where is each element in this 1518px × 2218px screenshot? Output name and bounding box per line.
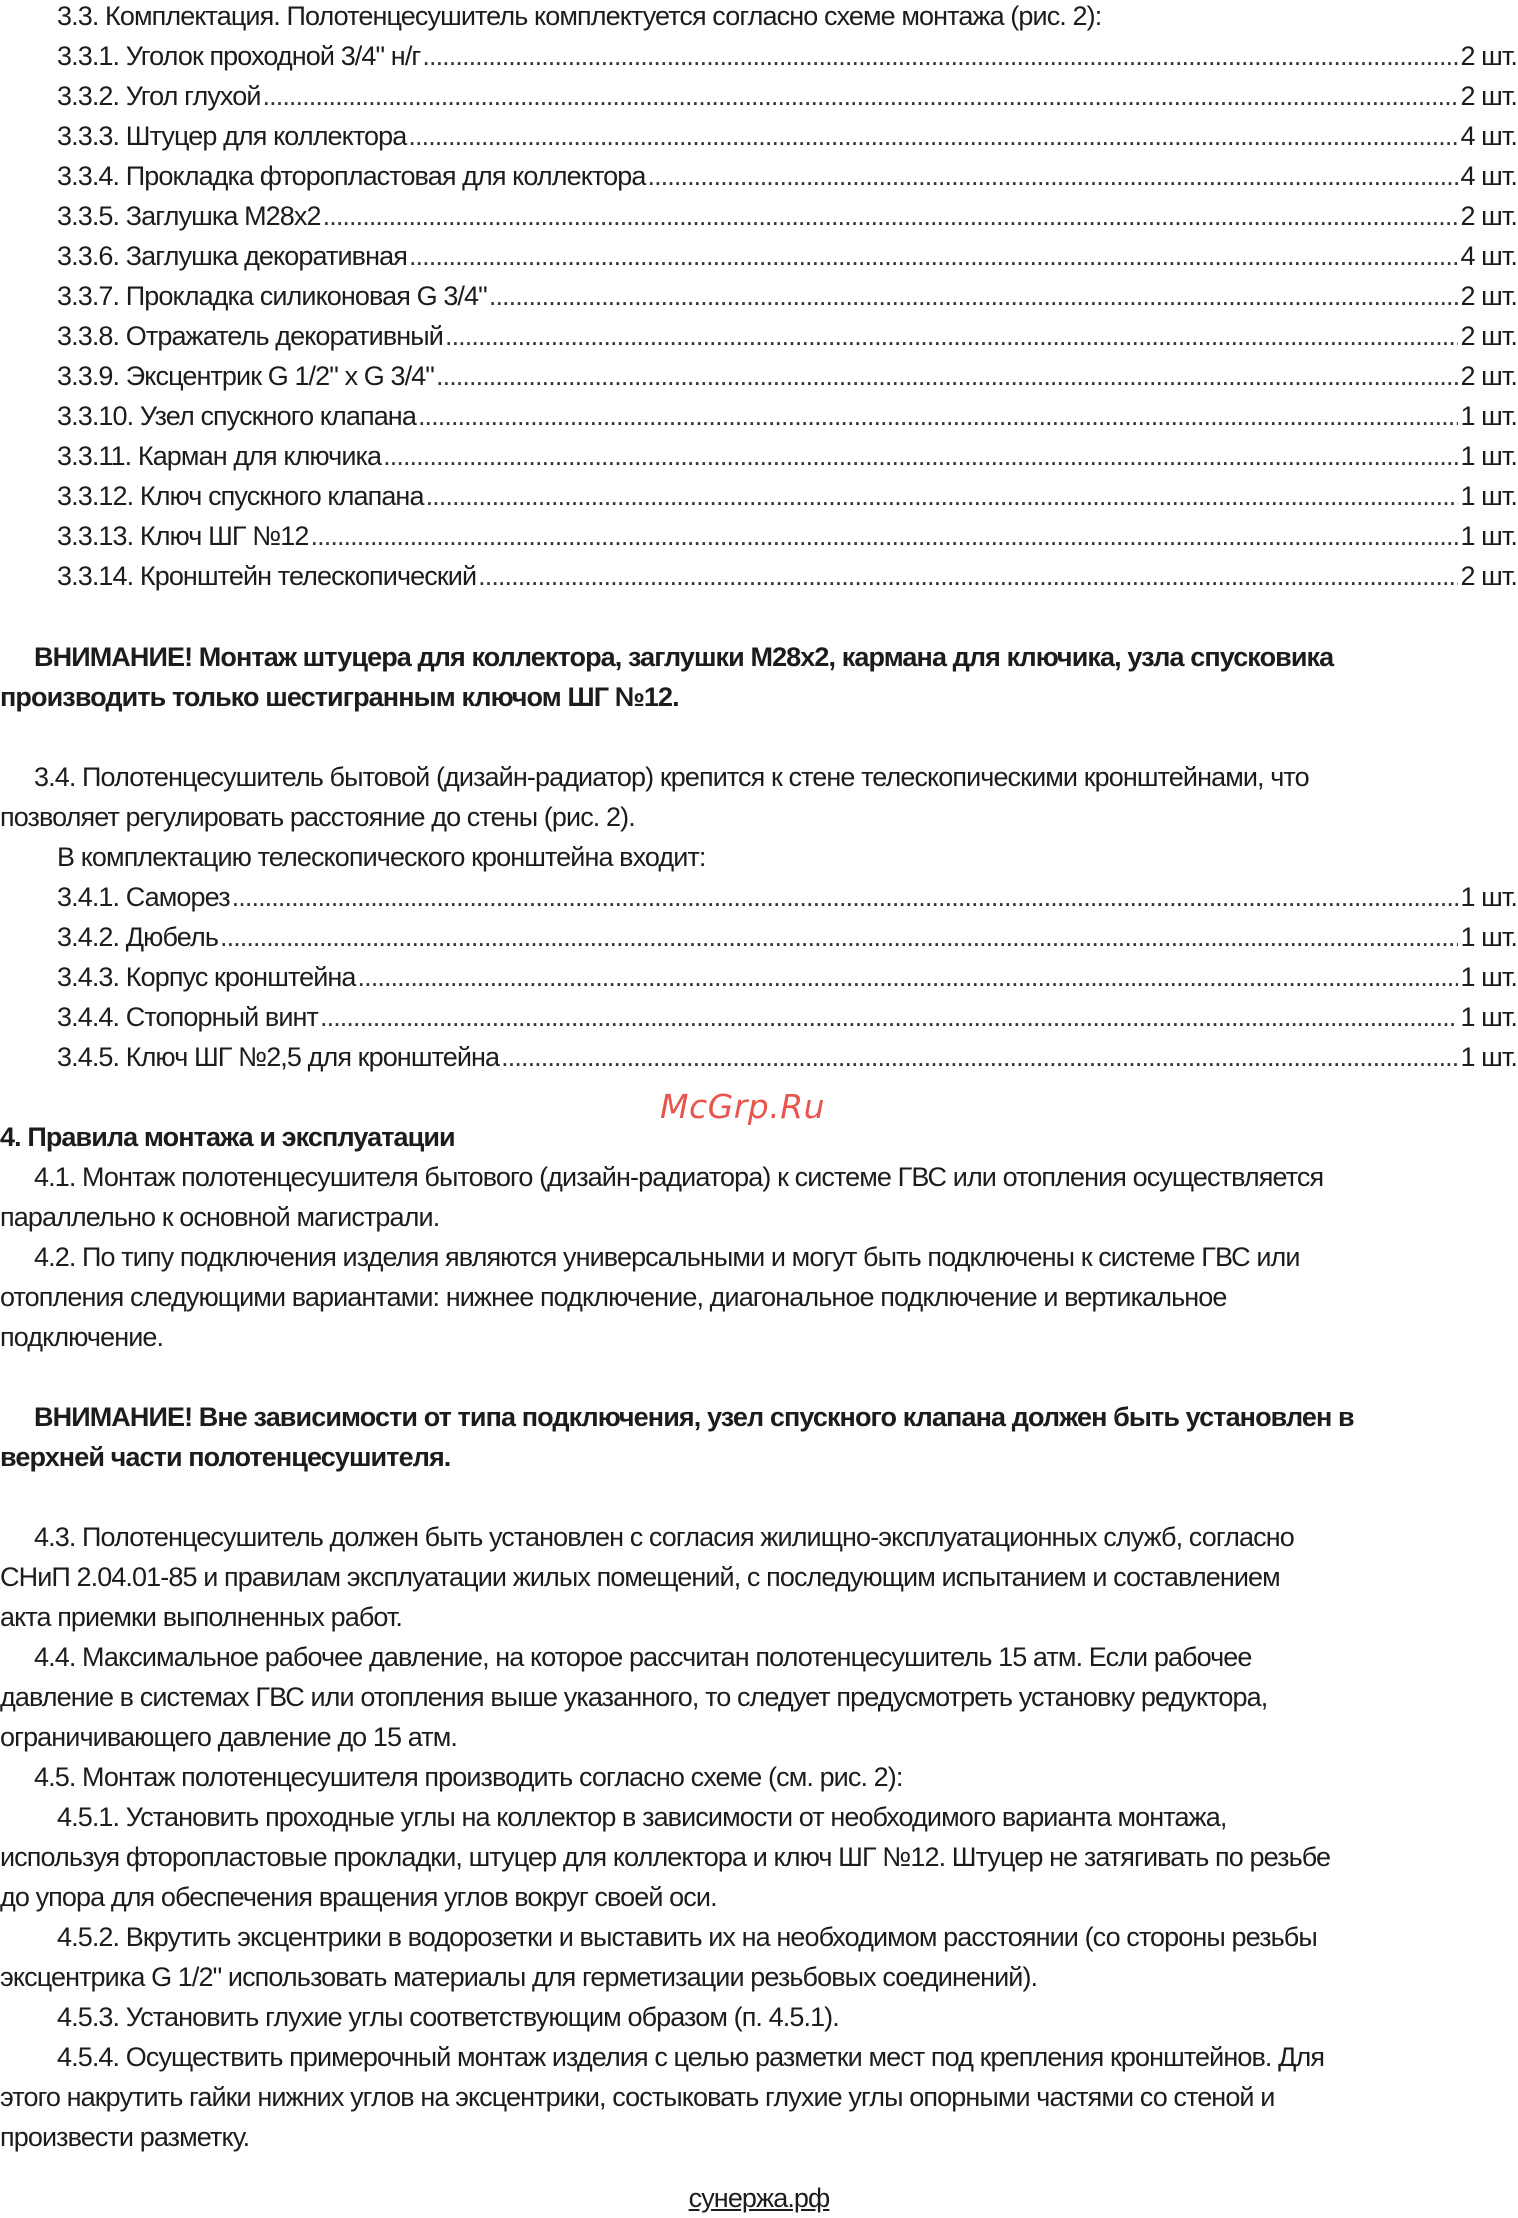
paragraph-line: 4.5.2. Вкрутить эксцентрики в водорозетки и выставить их на необходимом расстоянии (со стороны резьбы	[57, 1922, 1317, 1952]
warning-text: верхней части полотенцесушителя.	[0, 1442, 451, 1472]
kit-item: 3.3.1. Уголок проходной 3/4" н/г ..... 2 шт.	[57, 36, 1517, 76]
paragraph-line: 4.5. Монтаж полотенцесушителя производить согласно схеме (см. рис. 2):	[34, 1762, 903, 1792]
paragraph-line: позволяет регулировать расстояние до стены (рис. 2).	[0, 802, 635, 832]
kit-heading: 3.3. Комплектация. Полотенцесушитель комплектуется согласно схеме монтажа (рис. 2):	[57, 1, 1102, 31]
paragraph-line: 4.5.1. Установить проходные углы на коллектор в зависимости от необходимого варианта монтажа,	[57, 1802, 1227, 1832]
paragraph-line: 4.5.4. Осуществить примерочный монтаж изделия с целью разметки мест под крепления кронштейнов. Для	[57, 2042, 1325, 2072]
kit-item: 3.3.11. Карман для ключика ..... 1 шт.	[57, 436, 1517, 476]
paragraph-line: 3.4. Полотенцесушитель бытовой (дизайн-радиатор) крепится к стене телескопическими кронштейнами, что	[34, 762, 1309, 792]
paragraph-line: используя фторопластовые прокладки, штуцер для коллектора и ключ ШГ №12. Штуцер не затягивать по резьбе	[0, 1842, 1331, 1872]
kit-item: 3.3.14. Кронштейн телескопический ..... 2 шт.	[57, 556, 1517, 596]
paragraph-line: произвести разметку.	[0, 2122, 250, 2152]
kit-item: 3.3.9. Эксцентрик G 1/2" x G 3/4" ..... 2 шт.	[57, 356, 1517, 396]
footer	[0, 2180, 1518, 2216]
bracket-item: 3.4.3. Корпус кронштейна ..... 1 шт.	[57, 957, 1517, 997]
warning-text: ВНИМАНИЕ! Монтаж штуцера для коллектора, заглушки М28х2, кармана для ключика, узла спусковика	[34, 642, 1334, 672]
paragraph-line: ограничивающего давление до 15 атм.	[0, 1722, 457, 1752]
bracket-item: 3.4.1. Саморез ..... 1 шт.	[57, 877, 1517, 917]
paragraph-line: этого накрутить гайки нижних углов на эксцентрики, состыковать глухие углы опорными частями со стеной и	[0, 2082, 1275, 2112]
footer-link[interactable]: сунержа.рф	[688, 2183, 830, 2213]
warning-text: производить только шестигранным ключом ШГ №12.	[0, 682, 679, 712]
kit-item: 3.3.8. Отражатель декоративный ..... 2 шт.	[57, 316, 1517, 356]
kit-item: 3.3.5. Заглушка М28х2 ..... 2 шт.	[57, 196, 1517, 236]
kit-item: 3.3.4. Прокладка фторопластовая для коллектора ..... 4 шт.	[57, 156, 1517, 196]
paragraph-line: акта приемки выполненных работ.	[0, 1602, 403, 1632]
kit-item: 3.3.10. Узел спускного клапана ..... 1 шт.	[57, 396, 1517, 436]
paragraph-line: В комплектацию телескопического кронштейна входит:	[57, 842, 706, 872]
kit-item: 3.3.3. Штуцер для коллектора ..... 4 шт.	[57, 116, 1517, 156]
paragraph-line: до упора для обеспечения вращения углов вокруг своей оси.	[0, 1882, 717, 1912]
paragraph-line: давление в системах ГВС или отопления выше указанного, то следует предусмотреть установку редуктора,	[0, 1682, 1268, 1712]
kit-item: 3.3.12. Ключ спускного клапана ..... 1 шт.	[57, 476, 1517, 516]
paragraph-line: 4.2. По типу подключения изделия являются универсальными и могут быть подключены к системе ГВС или	[34, 1242, 1300, 1272]
kit-item: 3.3.13. Ключ ШГ №12 ..... 1 шт.	[57, 516, 1517, 556]
paragraph-line: 4.3. Полотенцесушитель должен быть установлен с согласия жилищно-эксплуатационных служб, согласно	[34, 1522, 1294, 1552]
kit-item: 3.3.7. Прокладка силиконовая G 3/4" ..... 2 шт.	[57, 276, 1517, 316]
paragraph-line: подключение.	[0, 1322, 164, 1352]
bracket-item: 3.4.5. Ключ ШГ №2,5 для кронштейна ..... 1 шт.	[57, 1037, 1517, 1077]
paragraph-line: 4.5.3. Установить глухие углы соответствующим образом (п. 4.5.1).	[57, 2002, 839, 2032]
paragraph-line: параллельно к основной магистрали.	[0, 1202, 440, 1232]
watermark: McGrp.Ru	[660, 1087, 826, 1126]
paragraph-line: отопления следующими вариантами: нижнее подключение, диагональное подключение и вертикальное	[0, 1282, 1227, 1312]
paragraph-line: 4.1. Монтаж полотенцесушителя бытового (дизайн-радиатора) к системе ГВС или отопления осуществляется	[34, 1162, 1324, 1192]
section-title: 4. Правила монтажа и эксплуатации	[0, 1122, 455, 1152]
bracket-item: 3.4.2. Дюбель ..... 1 шт.	[57, 917, 1517, 957]
paragraph-line: 4.4. Максимальное рабочее давление, на которое рассчитан полотенцесушитель 15 атм. Если рабочее	[34, 1642, 1252, 1672]
paragraph-line: эксцентрика G 1/2" использовать материалы для герметизации резьбовых соединений).	[0, 1962, 1038, 1992]
kit-item: 3.3.2. Угол глухой ..... 2 шт.	[57, 76, 1517, 116]
bracket-item: 3.4.4. Стопорный винт ..... 1 шт.	[57, 997, 1517, 1037]
paragraph-line: СНиП 2.04.01-85 и правилам эксплуатации жилых помещений, с последующим испытанием и составлением	[0, 1562, 1280, 1592]
kit-item: 3.3.6. Заглушка декоративная ..... 4 шт.	[57, 236, 1517, 276]
warning-text: ВНИМАНИЕ! Вне зависимости от типа подключения, узел спускного клапана должен быть установлен в	[34, 1402, 1354, 1432]
